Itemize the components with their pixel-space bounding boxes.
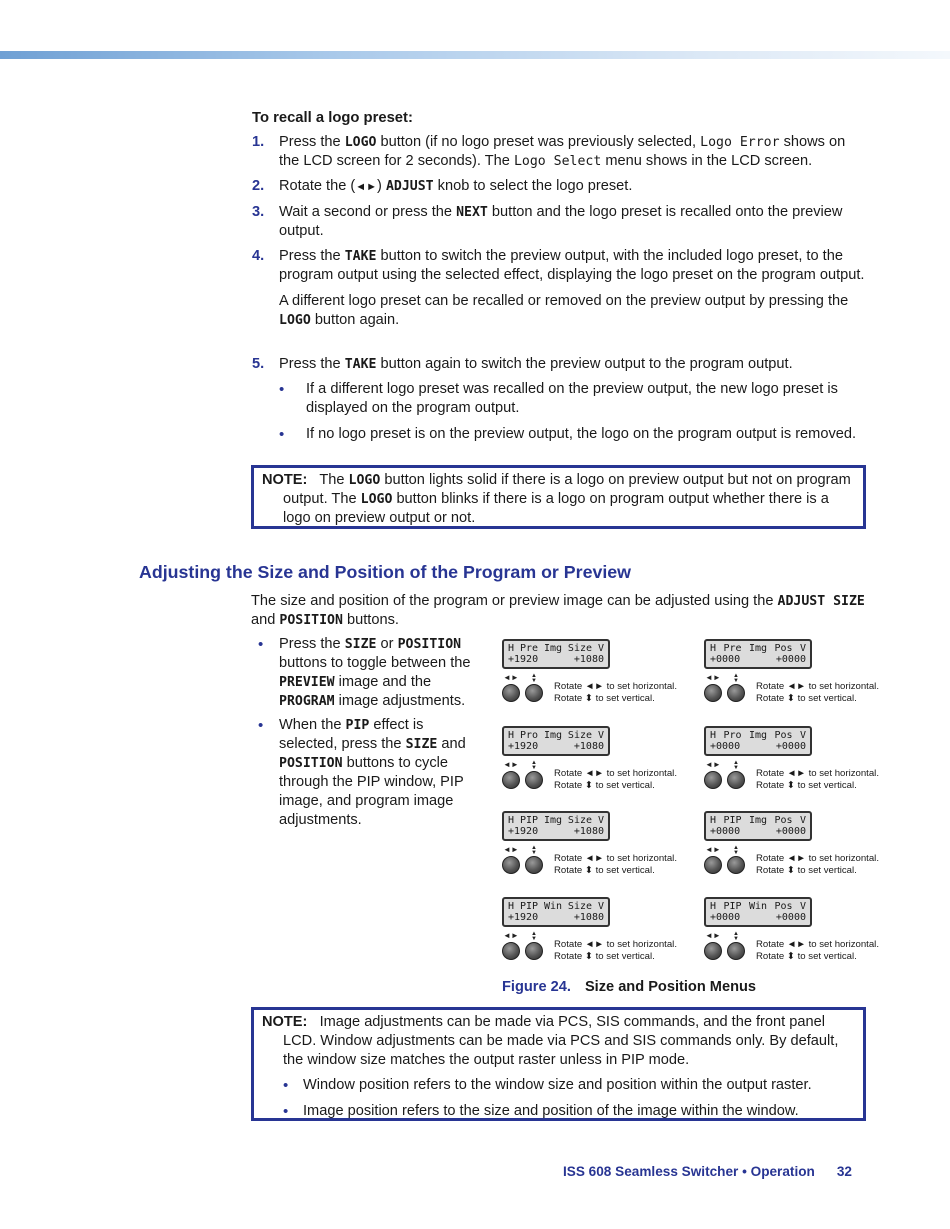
lcd-line-2: +1920 +1080 <box>508 741 604 752</box>
page-number: 32 <box>836 1164 852 1179</box>
vertical-arrows-icon: ▲▼ <box>733 673 739 684</box>
horizontal-knob-icon <box>704 942 722 960</box>
bullet-dot: • <box>283 1077 289 1094</box>
horizontal-arrows-icon: ◄► <box>503 931 519 940</box>
lcd-line-2: +0000 +0000 <box>710 654 806 665</box>
step-5 <box>252 355 867 374</box>
vertical-arrows-icon: ▲▼ <box>733 845 739 856</box>
knob-caption: Rotate ◄► to set horizontal. Rotate ⬍ to set vertical. <box>756 853 879 876</box>
note-bullet <box>283 1102 855 1121</box>
note-bullet <box>283 1076 855 1095</box>
horizontal-arrows-icon: ◄► <box>503 673 519 682</box>
note-text: NOTE: Image adjustments can be made via PCS, SIS commands, and the front panel LCD. Window adjustments can be made via PCS and SIS commands only. By default, the window size matches the output raster unless in PIP mode. <box>262 1014 839 1068</box>
bullet-text: Window position refers to the window size and position within the output raster. <box>303 1077 812 1093</box>
footer-title: ISS 608 Seamless Switcher • Operation <box>563 1164 815 1179</box>
horizontal-arrows-icon: ◄► <box>503 760 519 769</box>
lcd-line-2: +0000 +0000 <box>710 741 806 752</box>
horizontal-knob-icon <box>502 856 520 874</box>
lcd-line-1: H PIP Win Pos V <box>710 901 806 912</box>
knob-caption: Rotate ◄► to set horizontal. Rotate ⬍ to set vertical. <box>554 681 677 704</box>
lcd-line-1: H Pro Img Size V <box>508 730 604 741</box>
bullet-dot: • <box>279 381 285 398</box>
lcd-menu <box>502 811 692 891</box>
figure-caption <box>502 978 756 997</box>
vertical-arrows-icon: ▲▼ <box>531 760 537 771</box>
horizontal-arrows-icon: ◄► <box>705 760 721 769</box>
lcd-screen <box>704 639 812 669</box>
knob-caption: Rotate ◄► to set horizontal. Rotate ⬍ to set vertical. <box>554 853 677 876</box>
lcd-menu <box>502 897 692 977</box>
lcd-line-1: H PIP Img Size V <box>508 815 604 826</box>
step-number: 5. <box>252 356 265 372</box>
step-text: Press the TAKE button again to switch the preview output to the program output. <box>279 356 793 372</box>
size-position-bullet <box>258 635 476 711</box>
horizontal-knob-icon <box>502 771 520 789</box>
horizontal-arrows-icon: ◄► <box>503 845 519 854</box>
lcd-screen <box>502 639 610 669</box>
vertical-knob-icon <box>727 771 745 789</box>
lcd-line-2: +0000 +0000 <box>710 912 806 923</box>
lcd-screen <box>502 897 610 927</box>
horizontal-arrows-icon: ◄► <box>705 673 721 682</box>
lcd-line-2: +1920 +1080 <box>508 826 604 837</box>
lcd-screen <box>704 897 812 927</box>
step-number: 4. <box>252 248 265 264</box>
vertical-knob-icon <box>525 684 543 702</box>
lcd-line-1: H Pro Img Pos V <box>710 730 806 741</box>
step-5-bullet <box>279 380 864 418</box>
step-text: Wait a second or press the NEXT button and the logo preset is recalled onto the preview output. <box>279 204 843 239</box>
section-intro: The size and position of the program or preview image can be adjusted using the ADJUST SIZE and POSITION buttons. <box>251 593 865 628</box>
horizontal-knob-icon <box>704 684 722 702</box>
bullet-text: Image position refers to the size and position of the image within the window. <box>303 1103 799 1119</box>
step-number: 2. <box>252 178 265 194</box>
bullet-dot: • <box>258 636 264 653</box>
knob-caption: Rotate ◄► to set horizontal. Rotate ⬍ to set vertical. <box>756 768 879 791</box>
step-4-extra: A different logo preset can be recalled or removed on the preview output by pressing the LOGO button again. <box>279 293 849 328</box>
knob-caption: Rotate ◄► to set horizontal. Rotate ⬍ to set vertical. <box>756 939 879 962</box>
step-number: 1. <box>252 134 265 150</box>
vertical-knob-icon <box>727 684 745 702</box>
lcd-menu <box>502 639 692 719</box>
lcd-screen <box>704 811 812 841</box>
page-footer <box>563 1162 852 1181</box>
lcd-line-1: H PIP Img Pos V <box>710 815 806 826</box>
figure-title: Size and Position Menus <box>584 979 757 995</box>
step-text: Press the TAKE button to switch the preview output, with the included logo preset, to the program output using the selected effect, displaying the logo preset on the program output. <box>279 248 865 283</box>
step-3 <box>252 203 867 241</box>
lcd-line-2: +0000 +0000 <box>710 826 806 837</box>
vertical-arrows-icon: ▲▼ <box>733 931 739 942</box>
horizontal-knob-icon <box>502 684 520 702</box>
pip-bullet <box>258 716 476 830</box>
horizontal-knob-icon <box>704 771 722 789</box>
step-2 <box>252 177 867 197</box>
lcd-line-2: +1920 +1080 <box>508 912 604 923</box>
lcd-menu <box>704 726 894 806</box>
vertical-arrows-icon: ▲▼ <box>733 760 739 771</box>
vertical-knob-icon <box>525 856 543 874</box>
header-gradient-band <box>0 51 950 59</box>
step-1 <box>252 133 867 171</box>
lcd-screen <box>704 726 812 756</box>
step-number: 3. <box>252 204 265 220</box>
bullet-text: If a different logo preset was recalled on the preview output, the new logo preset is displayed on the program output. <box>306 381 838 416</box>
step-4 <box>252 247 867 330</box>
bullet-dot: • <box>283 1103 289 1120</box>
vertical-arrows-icon: ▲▼ <box>531 845 537 856</box>
horizontal-knob-icon <box>502 942 520 960</box>
figure-number: Figure 24. <box>502 979 571 995</box>
lcd-menu <box>704 811 894 891</box>
bullet-dot: • <box>258 717 264 734</box>
knob-caption: Rotate ◄► to set horizontal. Rotate ⬍ to set vertical. <box>756 681 879 704</box>
lcd-screen <box>502 811 610 841</box>
lcd-line-1: H Pre Img Size V <box>508 643 604 654</box>
horizontal-arrows-icon: ◄► <box>705 845 721 854</box>
horizontal-knob-icon <box>704 856 722 874</box>
note-logo-button <box>251 465 866 529</box>
vertical-knob-icon <box>525 771 543 789</box>
lcd-menu <box>502 726 692 806</box>
knob-caption: Rotate ◄► to set horizontal. Rotate ⬍ to set vertical. <box>554 768 677 791</box>
horizontal-arrows-icon: ◄► <box>705 931 721 940</box>
lcd-line-1: H Pre Img Pos V <box>710 643 806 654</box>
vertical-arrows-icon: ▲▼ <box>531 931 537 942</box>
vertical-knob-icon <box>727 942 745 960</box>
lcd-menu <box>704 639 894 719</box>
vertical-knob-icon <box>525 942 543 960</box>
note-text: NOTE: The LOGO button lights solid if there is a logo on preview output but not on program output. The LOGO button blinks if there is a logo on program output whether there is a logo on preview output or not. <box>262 472 851 526</box>
procedure-title: To recall a logo preset: <box>252 110 413 126</box>
lcd-menu <box>704 897 894 977</box>
bullet-text: Press the SIZE or POSITION buttons to toggle between the PREVIEW image and the PROGRAM image adjustments. <box>279 636 471 709</box>
step-text: Press the LOGO button (if no logo preset was previously selected, Logo Error shows on the LCD screen for 2 seconds). The Logo Select menu shows in the LCD screen. <box>279 134 846 169</box>
bullet-dot: • <box>279 426 285 443</box>
section-heading: Adjusting the Size and Position of the Program or Preview <box>139 562 632 582</box>
vertical-arrows-icon: ▲▼ <box>531 673 537 684</box>
lcd-screen <box>502 726 610 756</box>
step-5-bullet <box>279 425 864 444</box>
step-text: Rotate the (◄►) ADJUST knob to select the logo preset. <box>279 178 633 194</box>
lcd-line-2: +1920 +1080 <box>508 654 604 665</box>
lcd-line-1: H PIP Win Size V <box>508 901 604 912</box>
bullet-text: If no logo preset is on the preview output, the logo on the program output is removed. <box>306 426 857 442</box>
knob-caption: Rotate ◄► to set horizontal. Rotate ⬍ to set vertical. <box>554 939 677 962</box>
note-adjustments <box>251 1007 866 1121</box>
vertical-knob-icon <box>727 856 745 874</box>
bullet-text: When the PIP effect is selected, press the SIZE and POSITION buttons to cycle through the PIP window, PIP image, and program image adjustments. <box>279 717 466 828</box>
